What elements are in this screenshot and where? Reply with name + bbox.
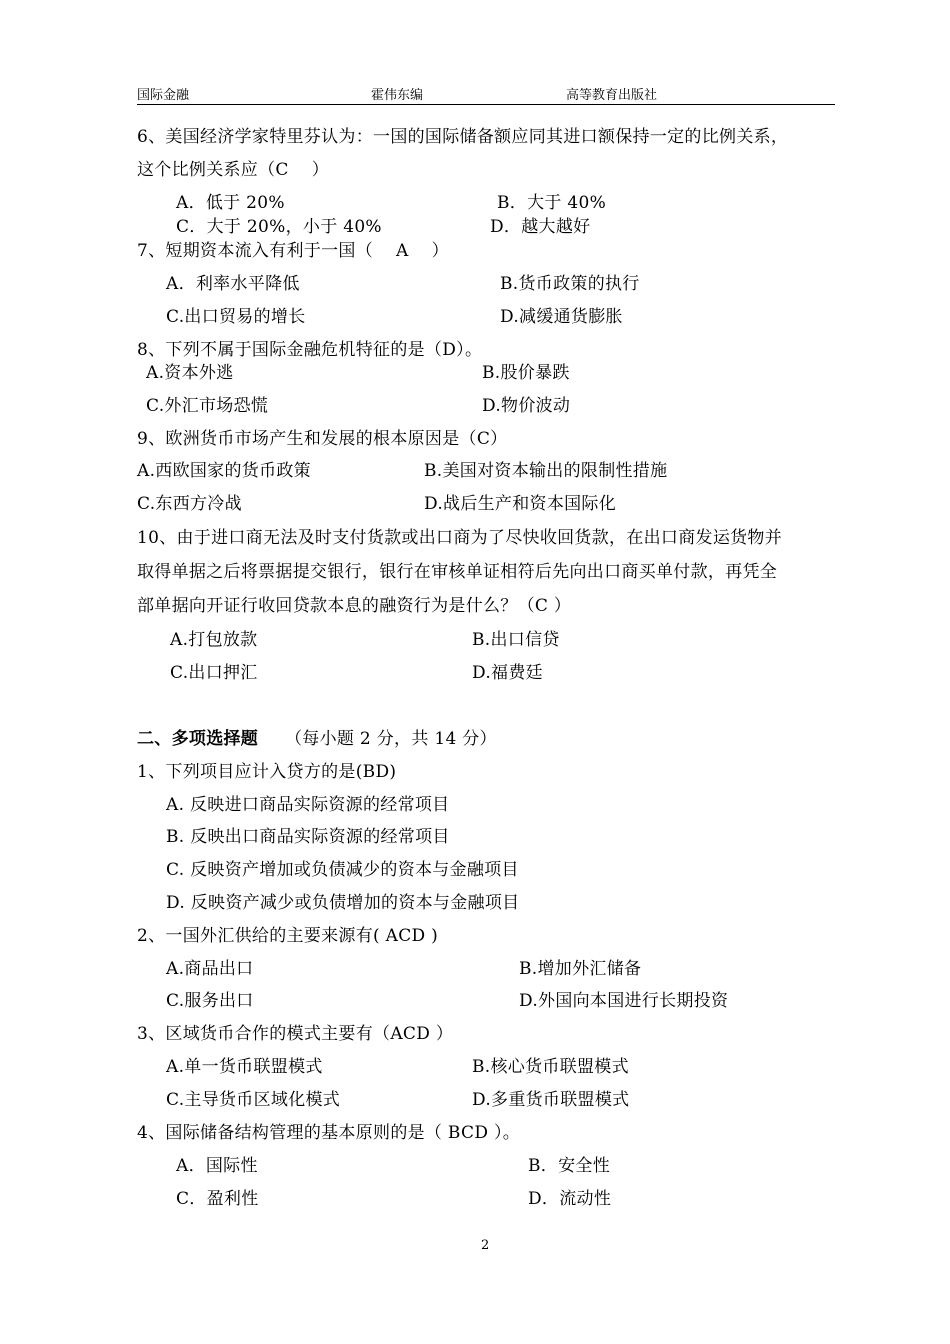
q9-option-c: C.东西方冷战 — [137, 494, 242, 514]
m3-option-b: B.核心货币联盟模式 — [472, 1057, 629, 1077]
q10-option-c: C.出口押汇 — [170, 663, 258, 683]
q10-option-b: B.出口信贷 — [472, 630, 560, 650]
header-publisher: 高等教育出版社 — [566, 88, 658, 103]
q8-option-b: B.股价暴跌 — [482, 363, 570, 383]
m2-option-d: D.外国向本国进行长期投资 — [519, 991, 729, 1011]
m4-option-a: A．国际性 — [176, 1156, 258, 1176]
m1-stem: 1、下列项目应计入贷方的是(BD) — [137, 762, 397, 782]
section2-title: 二、多项选择题 — [137, 729, 259, 749]
q8-option-c: C.外汇市场恐慌 — [146, 396, 269, 416]
m1-option-d: D. 反映资产减少或负债增加的资本与金融项目 — [166, 893, 520, 913]
q10-stem-line3: 部单据向开证行收回贷款本息的融资行为是什么？（C ） — [137, 596, 572, 616]
header-author: 霍伟东编 — [371, 88, 424, 103]
q10-option-d: D.福费廷 — [472, 663, 543, 683]
q7-option-d: D.减缓通货膨胀 — [500, 307, 623, 327]
q6-stem-line1: 6、美国经济学家特里芬认为：一国的国际储备额应同其进口额保持一定的比例关系， — [137, 127, 789, 147]
q10-option-a: A.打包放款 — [170, 630, 258, 650]
m1-option-c: C. 反映资产增加或负债减少的资本与金融项目 — [166, 860, 519, 880]
q6-option-c: C．大于 20%，小于 40% — [176, 217, 382, 237]
m4-stem: 4、国际储备结构管理的基本原则的是（ BCD ）。 — [137, 1123, 521, 1143]
m4-option-c: C．盈利性 — [176, 1189, 259, 1209]
m3-option-a: A.单一货币联盟模式 — [166, 1057, 323, 1077]
q8-option-d: D.物价波动 — [482, 396, 571, 416]
q9-option-b: B.美国对资本输出的限制性措施 — [424, 461, 668, 481]
section2-note: （每小题 2 分，共 14 分） — [285, 729, 497, 749]
m2-option-b: B.增加外汇储备 — [519, 959, 642, 979]
m2-option-c: C.服务出口 — [166, 991, 254, 1011]
q8-option-a: A.资本外逃 — [146, 363, 234, 383]
header-title: 国际金融 — [137, 88, 190, 103]
m3-stem: 3、区域货币合作的模式主要有（ACD ） — [137, 1024, 454, 1044]
q7-option-c: C.出口贸易的增长 — [166, 307, 306, 327]
q7-option-b: B.货币政策的执行 — [500, 274, 640, 294]
m3-option-d: D.多重货币联盟模式 — [472, 1090, 630, 1110]
q9-stem: 9、欧洲货币市场产生和发展的根本原因是（C） — [137, 429, 508, 449]
q7-stem: 7、短期资本流入有利于一国（ A ） — [137, 241, 449, 261]
q6-option-d: D．越大越好 — [490, 217, 591, 237]
q9-option-a: A.西欧国家的货币政策 — [137, 461, 311, 481]
page-number: 2 — [481, 1238, 490, 1253]
m1-option-a: A. 反映进口商品实际资源的经常项目 — [166, 795, 450, 815]
m1-option-b: B. 反映出口商品实际资源的经常项目 — [166, 827, 450, 847]
q6-option-a: A．低于 20% — [176, 193, 285, 213]
q9-option-d: D.战后生产和资本国际化 — [424, 494, 617, 514]
q7-option-a: A．利率水平降低 — [166, 274, 300, 294]
m2-option-a: A.商品出口 — [166, 959, 254, 979]
q6-option-b: B．大于 40% — [497, 193, 607, 213]
header-rule — [137, 104, 835, 105]
q8-stem: 8、下列不属于国际金融危机特征的是（D）。 — [137, 340, 483, 360]
q10-stem-line1: 10、由于进口商无法及时支付货款或出口商为了尽快收回货款，在出口商发运货物并 — [137, 528, 783, 548]
m4-option-b: B．安全性 — [528, 1156, 610, 1176]
m4-option-d: D．流动性 — [528, 1189, 612, 1209]
m3-option-c: C.主导货币区域化模式 — [166, 1090, 341, 1110]
m2-stem: 2、一国外汇供给的主要来源有( ACD ) — [137, 926, 439, 946]
q10-stem-line2: 取得单据之后将票据提交银行，银行在审核单证相符后先向出口商买单付款，再凭全 — [137, 562, 778, 582]
q6-stem-line2: 这个比例关系应（C ） — [137, 160, 330, 180]
